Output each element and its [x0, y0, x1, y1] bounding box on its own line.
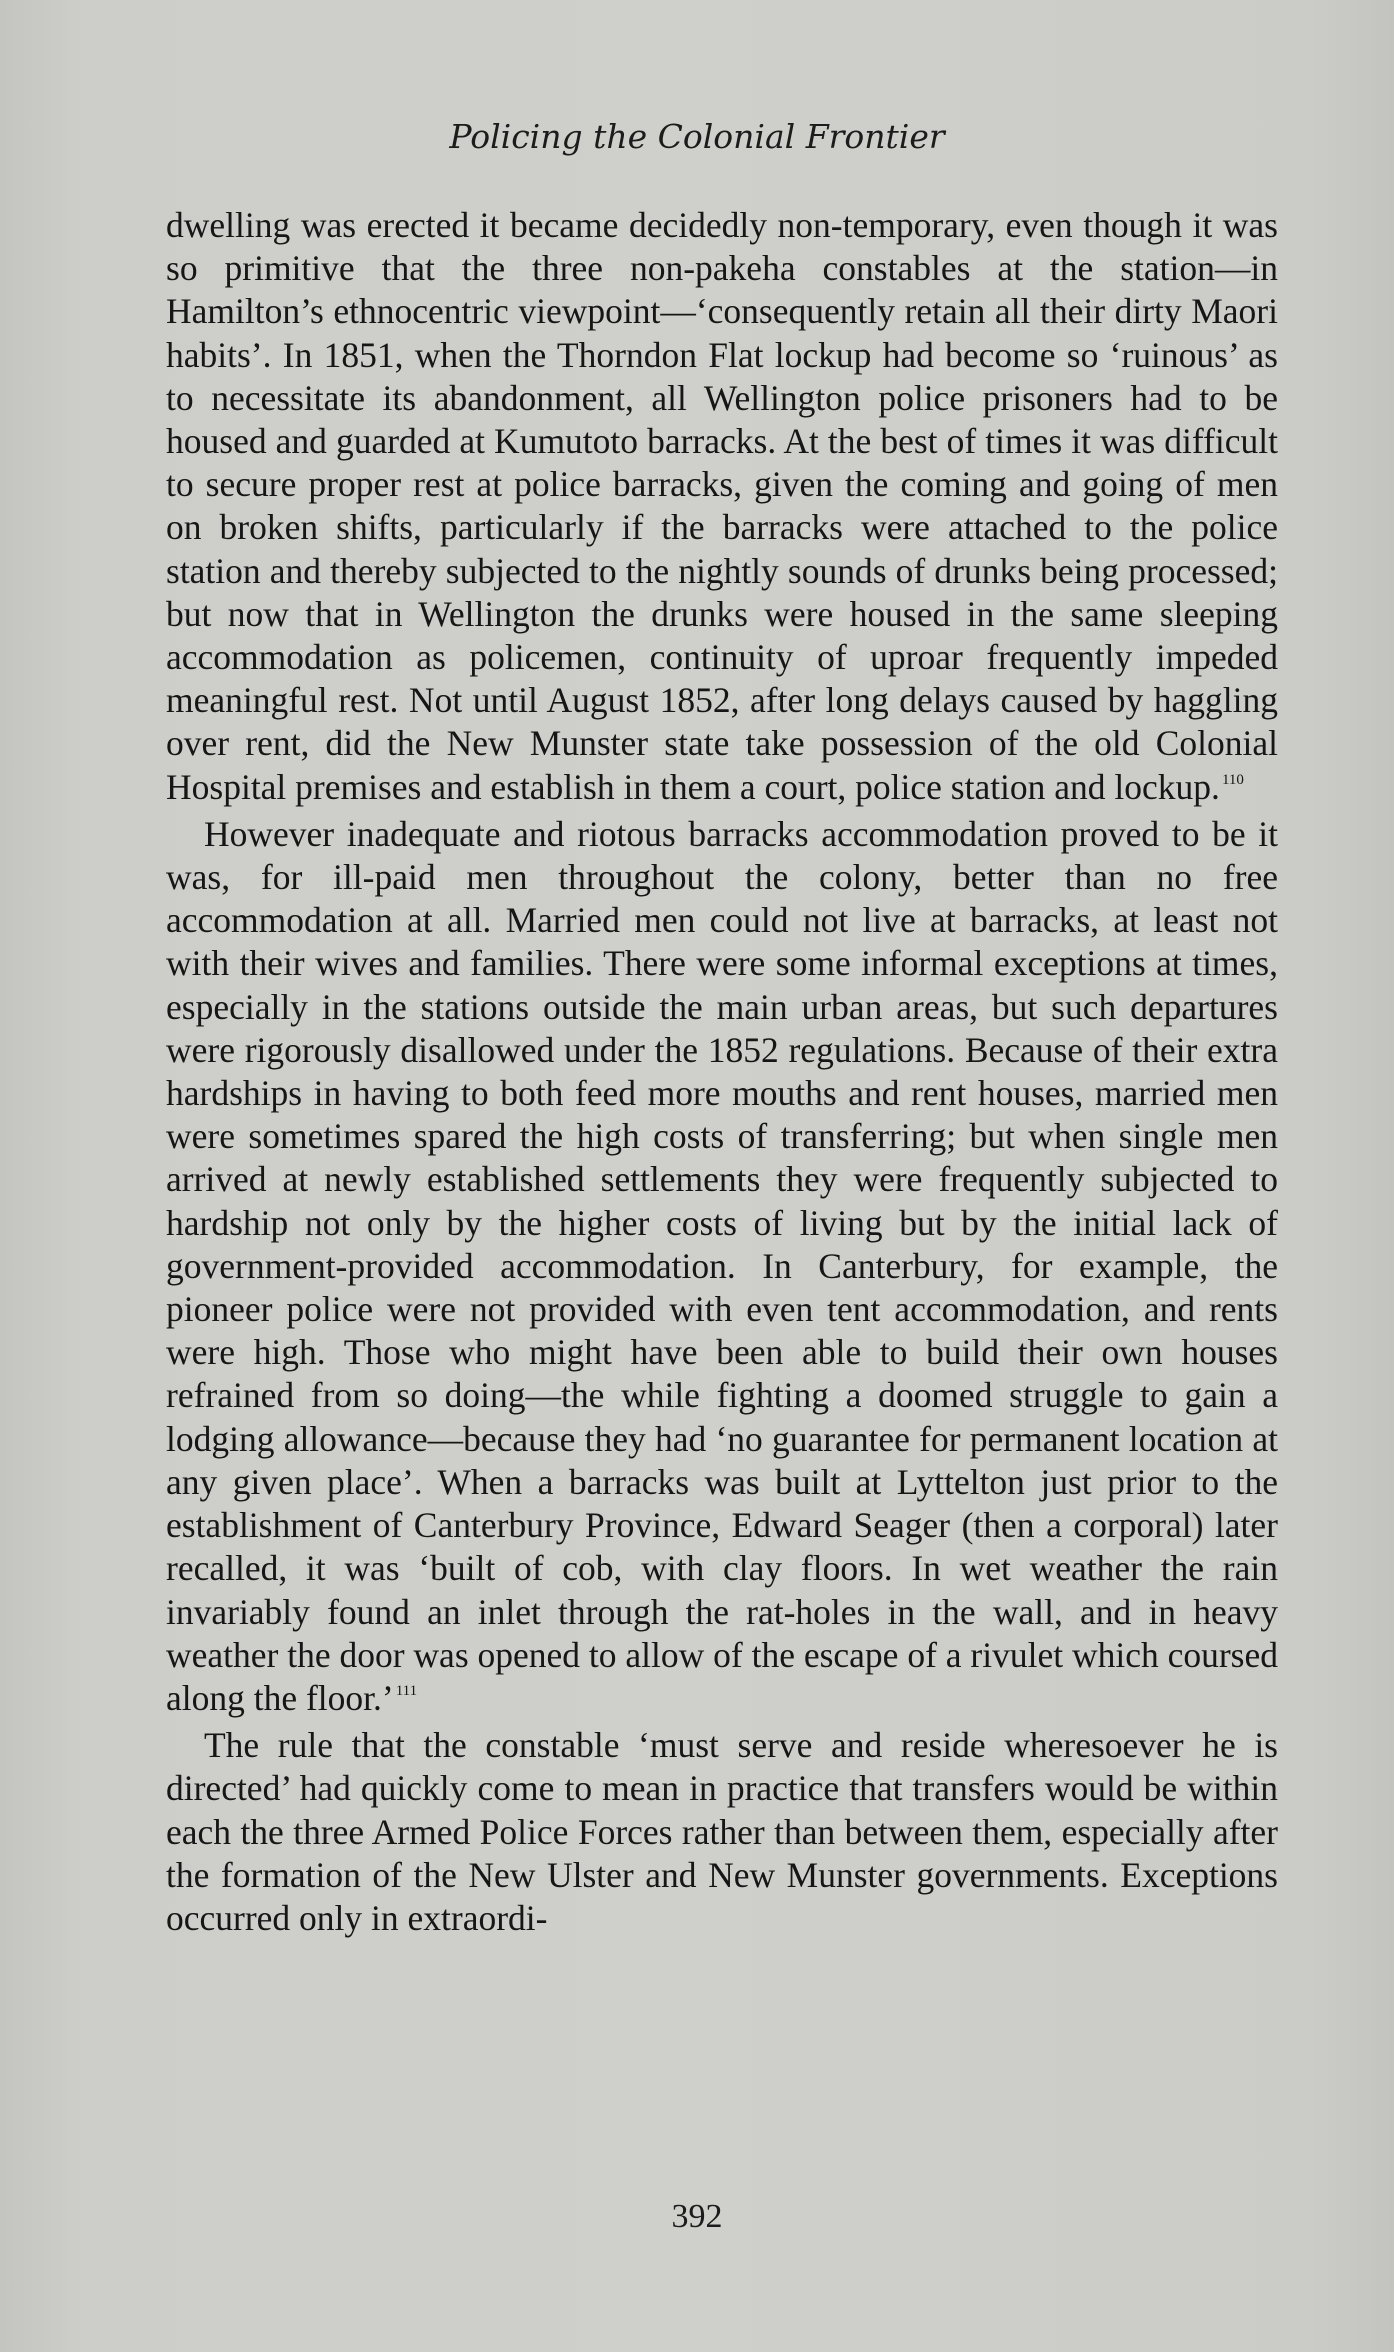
page-number: 392 — [671, 2198, 723, 2235]
paragraph-2 — [166, 813, 1278, 1720]
paragraph-1-text: dwelling was erected it became decidedly non-temporary, even though it was so primitive that the three non-pakeha constables at the station—in Hamilton’s ethnocentric viewpoint—‘consequently retain all their dirty Maori habits’. In 1851, when the Thorndon Flat lockup had become so ‘ruinous’ as to necessitate its abandonment, all Wellington police prisoners had to be housed and guarded at Kumutoto barracks. At the best of times it was difficult to secure proper rest at police barracks, given the coming and going of men on broken shifts, particularly if the barracks were attached to the police station and thereby subjected to the nightly sounds of drunks being processed; but now that in Wellington the drunks were housed in the same sleeping accommodation as policemen, continuity of uproar frequently impeded meaningful rest. Not until August 1852, after long delays caused by haggling over rent, did the New Munster state take possession of the old Colonial Hospital premises and establish in them a court, police station and lockup. — [166, 205, 1278, 807]
paragraph-2-text: However inadequate and riotous barracks accommodation proved to be it was, for ill-paid men throughout the colony, better than no free accommodation at all. Married men could not live at barracks, at least not with their wives and families. There were some informal exceptions at times, especially in the stations outside the main urban areas, but such departures were rigorously disallowed under the 1852 regulations. Because of their extra hardships in having to both feed more mouths and rent houses, married men were sometimes spared the high costs of transferring; but when single men arrived at newly established settlements they were frequently subjected to hardship not only by the higher costs of living but by the initial lack of government-provided accommodation. In Canterbury, for example, the pioneer police were not provided with even tent accommodation, and rents were high. Those who might have been able to build their own houses refrained from so doing—the while fighting a doomed struggle to gain a lodging allowance—because they had ‘no guarantee for permanent location at any given place’. When a barracks was built at Lyttelton just prior to the establishment of Canterbury Province, Edward Seager (then a corporal) later recalled, it was ‘built of cob, with clay floors. In wet weather the rain invariably found an inlet through the rat-holes in the wall, and in heavy weather the door was opened to allow of the escape of a rivulet which coursed along the floor.’ — [166, 813, 1278, 1718]
footnote-ref-111: 111 — [395, 1682, 418, 1699]
paragraph-3-text: The rule that the constable ‘must serve and reside wheresoever he is directed’ had quickly come to mean in practice that transfers would be within each the three Armed Police Forces rather than between them, especially after the formation of the New Ulster and New Munster governments. Exceptions occurred only in extraordi- — [166, 1725, 1278, 1938]
paragraph-3 — [166, 1724, 1278, 1940]
paragraph-1 — [166, 204, 1278, 809]
body-text — [166, 204, 1278, 1940]
footnote-ref-110: 110 — [1221, 771, 1244, 788]
running-head: Policing the Colonial Frontier — [449, 117, 945, 156]
